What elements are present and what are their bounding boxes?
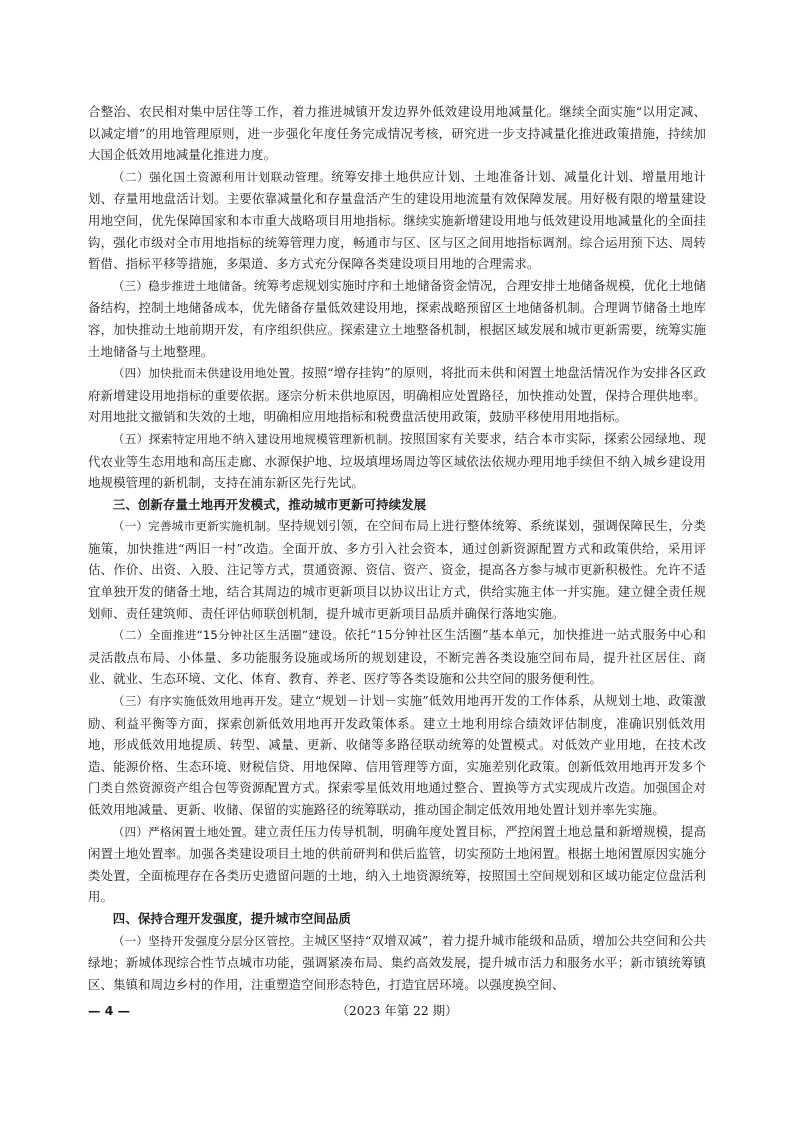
item-title: （四）加快批而未供建设用地处置。 [112, 366, 302, 381]
paragraph-continuation: 合整治、农民相对集中居住等工作，着力推进城镇开发边界外低效建设用地减量化。继续全面实施“以用定减、以减定增”的用地管理原则，进一步强化年度任务完成情况考核，研究进一步支持减量化推进政策措施，持续加大国企低效用地减量化推进力度。 [88, 104, 706, 163]
item-text: 按照“增存挂钩”的原则，将批而未供和闲置土地盘活情况作为安排各区政府新增建设用地指标的重要依据。逐宗分析未供地原因，明确相应处置路径，加快推动处置，保持合理供地率。对用地批文撤销和失效的土地，明确相应用地指标和税费盘活使用政策，鼓励平移使用用地指标。 [88, 365, 706, 425]
paragraph-plan-linkage [88, 166, 706, 275]
item-title: （五）探索特定用地不纳入建设用地规模管理新机制。 [112, 431, 400, 446]
paragraph-idle-land [88, 821, 706, 908]
item-text: 统筹安排土地供应计划、土地准备计划、减量化计划、增量用地计划、存量用地盘活计划。主要依靠减量化和存量盘活产生的建设用地流量有效保障发展。用好极有限的增量建设用地空间，优先保障国家和本市重大战略项目用地指标。继续实施新增建设用地与低效建设用地减量化的全面挂钩，强化市级对全市用地指标的统筹管理力度，畅通市与区、区与区之间用地指标调剂。综合运用预下达、周转暂借、指标平移等措施，多渠道、多方式充分保障各类建设项目用地的合理需求。 [88, 168, 706, 272]
section-heading-3: 三、创新存量土地再开发模式，推动城市更新可持续发展 [112, 496, 427, 512]
item-text: 依托“15分钟社区生活圈”基本单元，加快推进一站式服务中心和灵活散点布局、小体量、多功能服务设施或场所的规划建设，不断完善各类设施空间布局，提升社区居住、商业、就业、生态环境、文化、体育、教育、养老、医疗等各类设施和公共空间的服务便利性。 [88, 627, 706, 687]
issue-label: （2023 年第 22 期） [336, 1003, 458, 1018]
page-number: — 4 — [88, 1003, 131, 1018]
item-title: （一）完善城市更新实施机制。 [112, 519, 278, 534]
section-heading-4: 四、保持合理开发强度，提升城市空间品质 [112, 910, 352, 926]
document-body [88, 101, 706, 995]
item-title: （二）全面推进“15分钟社区生活圈”建设。 [112, 628, 345, 643]
paragraph-special-land [88, 428, 706, 494]
item-text: 按照国家有关要求，结合本市实际，探索公园绿地、现代农业等生态用地和高压走廊、水源保护地、垃圾填埋场周边等区域依法依规办理用地手续但不纳入城乡建设用地规模管理的新机制，支持在浦东新区先行先试。 [88, 430, 706, 491]
paragraph-low-efficiency-land [88, 690, 706, 821]
item-text: 坚持规划引领，在空间布局上进行整体统筹、系统谋划，强调保障民生，分类施策，加快推进“两旧一村”改造。全面开放、多方引入社会资本，通过创新资源配置方式和政策供给，采用评估、作价、出资、入股、注记等方式，贯通资源、资信、资产、资金，提高各方参与城市更新积极性。允许不适宜单独开发的储备土地，结合其周边的城市更新项目以协议出让方式，供给实施主体一并实施。建立健全责任规划师、责任建筑师、责任评估师联创机制，提升城市更新项目品质并确保行落地实施。 [88, 518, 706, 621]
paragraph-15min-circle [88, 624, 706, 690]
item-text: 建立“规划－计划－实施”低效用地再开发的工作体系，从规划土地、政策激励、利益平衡等方面，探索创新低效用地再开发政策体系。建立土地利用综合绩效评估制度，准确识别低效用地，形成低效用地提质、转型、减量、更新、收储等多路径联动统筹的处置模式。对低效产业用地，在技术改造、能源价格、生态环境、财税信贷、用地保障、信用管理等方面，实施差别化政策。创新低效用地再开发多个门类自然资源资产组合包等资源配置方式。探索零星低效用地通过整合、置换等方式实现成片改造。加强国企对低效用地减量、更新、收储、保留的实施路径的统筹联动，推动国企制定低效用地处置计划并率先实施。 [88, 693, 706, 817]
item-title: （一）坚持开发强度分层分区管控。 [112, 933, 302, 948]
paragraph-land-reserve [88, 275, 706, 362]
paragraph-urban-renewal [88, 515, 706, 624]
paragraph-density-control [88, 930, 706, 996]
item-title: （三）稳步推进土地储备。 [112, 278, 254, 293]
item-text: 建立责任压力传导机制，明确年度处置目标，严控闲置土地总量和新增规模，提高闲置土地处置率。加强各类建设项目土地的供前研判和供后监管，切实预防土地闲置。根据土地闲置原因实施分类处置，全面梳理存在各类历史遗留问题的土地，纳入土地资源统筹，按照国土空间规划和区域功能定位盘活利用。 [88, 823, 706, 905]
item-title: （三）有序实施低效用地再开发。 [112, 694, 290, 709]
paragraph-unsupplied-land [88, 362, 706, 428]
item-text: 主城区坚持“双增双减”，着力提升城市能级和品质，增加公共空间和公共绿地；新城体现综合性节点城市功能，强调紧凑布局、集约高效发展，提升城市活力和服务水平；新市镇统筹镇区、集镇和周边乡村的作用，注重塑造空间形态特色，打造宜居环境。以强度换空间、 [88, 932, 706, 992]
item-title: （四）严格闲置土地处置。 [112, 824, 254, 839]
page-footer [88, 1000, 706, 1022]
item-text: 统筹考虑规划实施时序和土地储备资金情况，合理安排土地储备规模，优化土地储备结构，控制土地储备成本，优先储备存量低效建设用地，探索战略预留区土地储备机制。合理调节储备土地库容，加快推动土地前期开发，有序组织供应。探索建立土地整备机制，根据区域发展和城市更新需要，统筹实施土地储备与土地整理。 [88, 277, 706, 359]
item-title: （二）强化国土资源利用计划联动管理。 [112, 169, 332, 184]
